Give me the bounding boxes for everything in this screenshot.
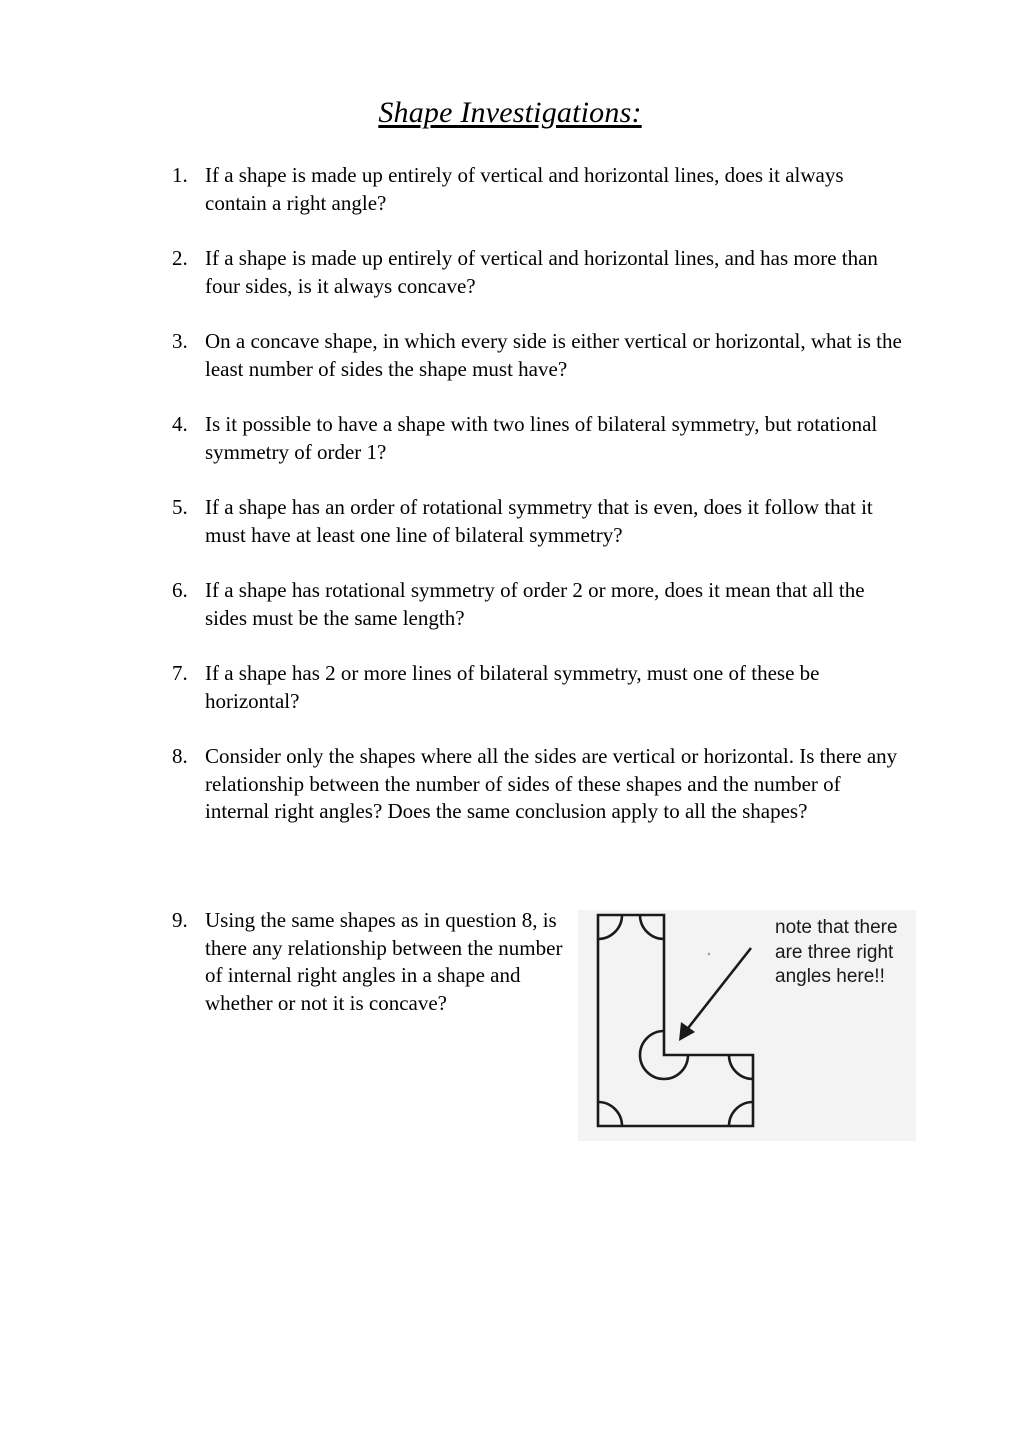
arrow-shaft [685, 948, 751, 1032]
question-number: 4. [172, 412, 188, 436]
corner-arc-bottom-right [729, 1102, 753, 1126]
arrow-icon [679, 1022, 695, 1041]
question-number: 2. [172, 246, 188, 270]
question-text: If a shape has an order of rotational symmetry that is even, does it follow that it must have at least one line of bilateral symmetry? [205, 495, 873, 547]
l-shape-figure [578, 910, 916, 1141]
question-number: 6. [172, 578, 188, 602]
speck [708, 953, 710, 955]
corner-arc-bottom-left [598, 1102, 622, 1126]
figure-note [775, 916, 915, 990]
question-text: Is it possible to have a shape with two lines of bilateral symmetry, but rotational symmetry of order 1? [205, 412, 878, 464]
question-number: 1. [172, 163, 188, 187]
question-number: 5. [172, 495, 188, 519]
question-number: 8. [172, 744, 188, 768]
figure-note-line: angles here!! [775, 966, 885, 987]
figure-note-line: note that there [775, 917, 898, 938]
question-text: On a concave shape, in which every side is either vertical or horizontal, what is the least number of sides the shape must have? [205, 329, 902, 381]
question-text: If a shape is made up entirely of vertical and horizontal lines, and has more than four sides, is it always concave? [205, 246, 878, 298]
figure-note-line: are three right [775, 941, 894, 963]
question-text: Using the same shapes as in question 8, is there any relationship between the number of internal right angles in a shape and whether or not it is concave? [205, 908, 563, 1015]
corner-arc-top-left [598, 915, 622, 939]
l-shape-outline [598, 915, 753, 1126]
question-text: If a shape has 2 or more lines of bilateral symmetry, must one of these be horizontal? [205, 661, 820, 713]
question-text: Consider only the shapes where all the sides are vertical or horizontal. Is there any relationship between the number of sides of these shapes and the number of internal right angles? Does the same conclusion apply to all the shapes? [205, 744, 898, 824]
corner-arc-top-right [640, 915, 664, 939]
question-number: 9. [172, 908, 188, 932]
question-text: If a shape is made up entirely of vertical and horizontal lines, does it always contain a right angle? [205, 163, 844, 215]
question-number: 3. [172, 329, 188, 353]
page-title: Shape Investigations: [378, 96, 642, 129]
question-number: 7. [172, 661, 188, 685]
corner-arc-step-right [729, 1055, 753, 1079]
question-text: If a shape has rotational symmetry of order 2 or more, does it mean that all the sides must be the same length? [205, 578, 865, 630]
